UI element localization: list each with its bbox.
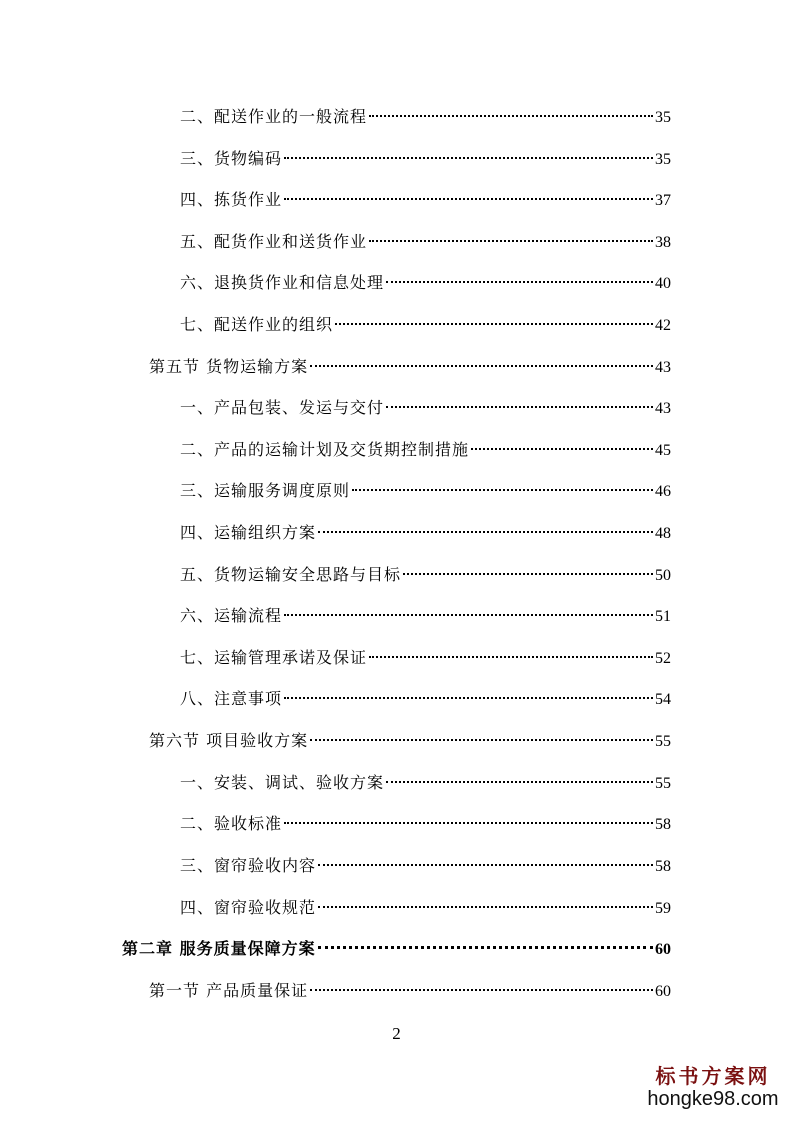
toc-entry-page: 43: [655, 400, 671, 417]
toc-entry-title: 四、拣货作业: [180, 190, 283, 209]
toc-entry-title: 六、退换货作业和信息处理: [180, 273, 385, 292]
toc-entry-page: 40: [655, 275, 671, 292]
toc-entry-title: 八、注意事项: [180, 689, 283, 708]
watermark: [643, 1064, 783, 1110]
toc-leader-dots: [369, 114, 653, 117]
toc-entry[interactable]: [180, 687, 671, 711]
toc-entry-page: 45: [655, 442, 671, 459]
toc-entry-page: 37: [655, 192, 671, 209]
toc-leader-dots: [318, 945, 653, 949]
toc-entry[interactable]: [180, 604, 671, 628]
toc-entry-title: 三、运输服务调度原则: [180, 481, 351, 500]
toc-leader-dots: [310, 988, 653, 991]
toc-entry-title: 一、产品包装、发运与交付: [180, 398, 385, 417]
toc-entry-page: 60: [655, 941, 671, 958]
toc-entry-page: 59: [655, 900, 671, 917]
toc-entry-title: 二、产品的运输计划及交货期控制措施: [180, 440, 470, 459]
toc-entry[interactable]: [180, 147, 671, 171]
toc-leader-dots: [318, 530, 653, 533]
toc-leader-dots: [352, 488, 653, 491]
toc-entry-title: 七、配送作业的组织: [180, 315, 334, 334]
toc-entry-page: 52: [655, 650, 671, 667]
toc-entry-title: 第六节 项目验收方案: [149, 731, 309, 750]
toc-entry-title: 三、货物编码: [180, 149, 283, 168]
toc-leader-dots: [369, 655, 653, 658]
toc-entry-title: 第一节 产品质量保证: [149, 981, 309, 1000]
toc-entry[interactable]: [180, 854, 671, 878]
toc-entry-page: 38: [655, 234, 671, 251]
toc-entry[interactable]: [180, 313, 671, 337]
toc-entry-title: 五、配货作业和送货作业: [180, 232, 368, 251]
toc-leader-dots: [284, 696, 653, 699]
toc-entry-title: 五、货物运输安全思路与目标: [180, 565, 402, 584]
toc-entry-title: 四、运输组织方案: [180, 523, 317, 542]
toc-section-entry[interactable]: [149, 979, 671, 1003]
toc-entry-page: 54: [655, 691, 671, 708]
toc-entry-title: 四、窗帘验收规范: [180, 898, 317, 917]
toc-entry-page: 58: [655, 816, 671, 833]
toc-entry-page: 48: [655, 525, 671, 542]
toc-leader-dots: [386, 780, 653, 783]
toc-entry-title: 七、运输管理承诺及保证: [180, 648, 368, 667]
toc-entry[interactable]: [180, 896, 671, 920]
toc-entry-title: 一、安装、调试、验收方案: [180, 773, 385, 792]
toc-leader-dots: [284, 821, 653, 824]
toc-leader-dots: [386, 405, 653, 408]
toc-entry[interactable]: [180, 563, 671, 587]
toc-entry-page: 35: [655, 109, 671, 126]
toc-entry[interactable]: [180, 271, 671, 295]
toc-section-entry[interactable]: [149, 355, 671, 379]
toc-entry[interactable]: [180, 812, 671, 836]
toc-entry-page: 46: [655, 483, 671, 500]
toc-entry-title: 三、窗帘验收内容: [180, 856, 317, 875]
toc-entry-title: 二、配送作业的一般流程: [180, 107, 368, 126]
toc-leader-dots: [386, 280, 653, 283]
toc-entry-page: 43: [655, 359, 671, 376]
toc-leader-dots: [310, 364, 653, 367]
toc-entry-page: 58: [655, 858, 671, 875]
toc-entry[interactable]: [180, 188, 671, 212]
toc-entry[interactable]: [180, 646, 671, 670]
toc-entry[interactable]: [180, 105, 671, 129]
toc-leader-dots: [335, 322, 653, 325]
toc-chapter-entry[interactable]: [122, 937, 671, 961]
watermark-title: 标书方案网: [655, 1064, 771, 1088]
toc-entry-title: 六、运输流程: [180, 606, 283, 625]
toc-entry-page: 60: [655, 983, 671, 1000]
toc-entry-page: 51: [655, 608, 671, 625]
toc-entry[interactable]: [180, 230, 671, 254]
toc-entry-page: 55: [655, 733, 671, 750]
toc-entry[interactable]: [180, 521, 671, 545]
toc-entry-title: 第二章 服务质量保障方案: [122, 939, 316, 958]
toc-leader-dots: [318, 863, 653, 866]
toc-leader-dots: [369, 239, 653, 242]
toc-entry-page: 42: [655, 317, 671, 334]
toc-entry[interactable]: [180, 396, 671, 420]
toc-leader-dots: [471, 447, 653, 450]
toc-entry-title: 二、验收标准: [180, 814, 283, 833]
toc-leader-dots: [284, 613, 653, 616]
toc-leader-dots: [310, 738, 653, 741]
toc-entry[interactable]: [180, 771, 671, 795]
toc-leader-dots: [403, 572, 653, 575]
toc-entry-page: 50: [655, 567, 671, 584]
page-number: 2: [392, 1024, 401, 1043]
toc-entry[interactable]: [180, 479, 671, 503]
watermark-url: hongke98.com: [647, 1088, 779, 1110]
toc-entry[interactable]: [180, 438, 671, 462]
toc-entry-page: 55: [655, 775, 671, 792]
toc-entry-title: 第五节 货物运输方案: [149, 357, 309, 376]
toc-section-entry[interactable]: [149, 729, 671, 753]
toc-leader-dots: [284, 197, 653, 200]
toc-leader-dots: [318, 905, 653, 908]
toc-leader-dots: [284, 156, 653, 159]
toc-entry-page: 35: [655, 151, 671, 168]
